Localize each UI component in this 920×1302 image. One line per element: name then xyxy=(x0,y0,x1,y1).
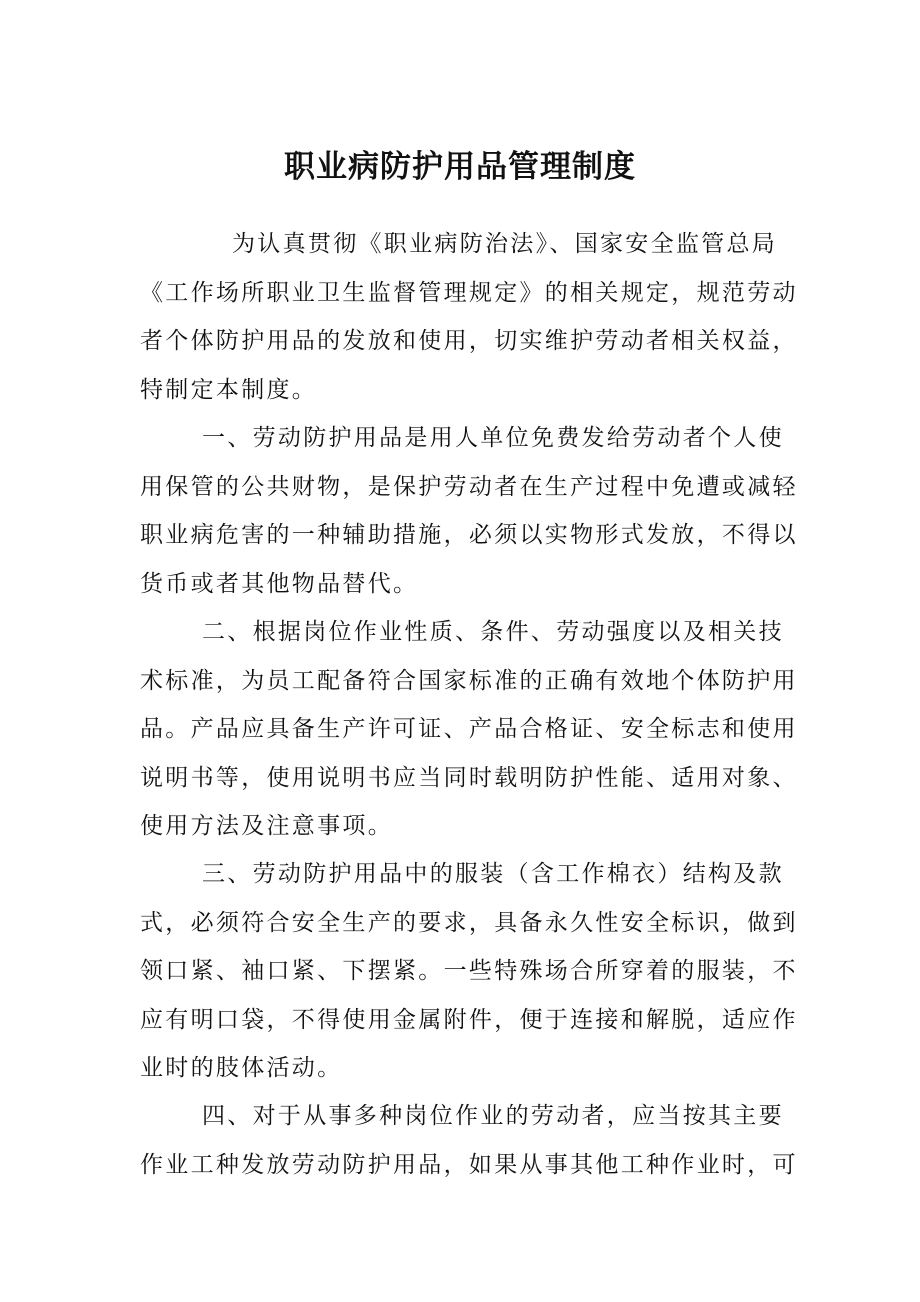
paragraph-line: 使用方法及注意事项。 xyxy=(140,813,393,839)
paragraph-line: 作业工种发放劳动防护用品，如果从事其他工种作业时，可 xyxy=(140,1151,798,1178)
paragraph-article-3 xyxy=(140,850,800,1093)
paragraph-article-4 xyxy=(140,1092,800,1189)
paragraph-intro xyxy=(140,220,800,414)
paragraph-line: 《工作场所职业卫生监督管理规定》的相关规定，规范劳动 xyxy=(140,279,798,306)
paragraph-article-2 xyxy=(140,608,800,851)
paragraph-line: 四、对于从事多种岗位作业的劳动者，应当按其主要 xyxy=(202,1103,784,1129)
paragraph-line: 式，必须符合安全生产的要求，具备永久性安全标识，做到 xyxy=(140,909,798,936)
paragraph-line: 者个体防护用品的发放和使用，切实维护劳动者相关权益， xyxy=(140,328,798,354)
paragraph-line: 为认真贯彻《职业病防治法》、国家安全监管总局 xyxy=(232,231,778,257)
paragraph-line: 二、根据岗位作业性质、条件、劳动强度以及相关技 xyxy=(202,619,784,645)
paragraph-line: 应有明口袋，不得使用金属附件，便于连接和解脱，适应作 xyxy=(140,1006,798,1033)
paragraph-line: 特制定本制度。 xyxy=(140,376,318,403)
paragraph-article-1 xyxy=(140,414,800,608)
document-title: 职业病防护用品管理制度 xyxy=(284,149,636,185)
paragraph-line: 三、劳动防护用品中的服装（含工作棉衣）结构及款 xyxy=(202,861,784,887)
paragraph-line: 用保管的公共财物，是保护劳动者在生产过程中免遭或减轻 xyxy=(140,473,798,500)
paragraph-line: 业时的肢体活动。 xyxy=(140,1055,343,1081)
paragraph-line: 一、劳动防护用品是用人单位免费发给劳动者个人使 xyxy=(202,425,784,451)
paragraph-line: 术标准，为员工配备符合国家标准的正确有效地个体防护用 xyxy=(140,667,798,694)
paragraph-line: 品。产品应具备生产许可证、产品合格证、安全标志和使用 xyxy=(140,716,798,742)
paragraph-line: 货币或者其他物品替代。 xyxy=(140,570,419,597)
paragraph-line: 说明书等，使用说明书应当同时载明防护性能、适用对象、 xyxy=(140,764,798,791)
paragraph-line: 领口紧、袖口紧、下摆紧。一些特殊场合所穿着的服装，不 xyxy=(140,958,798,984)
paragraph-line: 职业病危害的一种辅助措施，必须以实物形式发放，不得以 xyxy=(140,522,798,548)
